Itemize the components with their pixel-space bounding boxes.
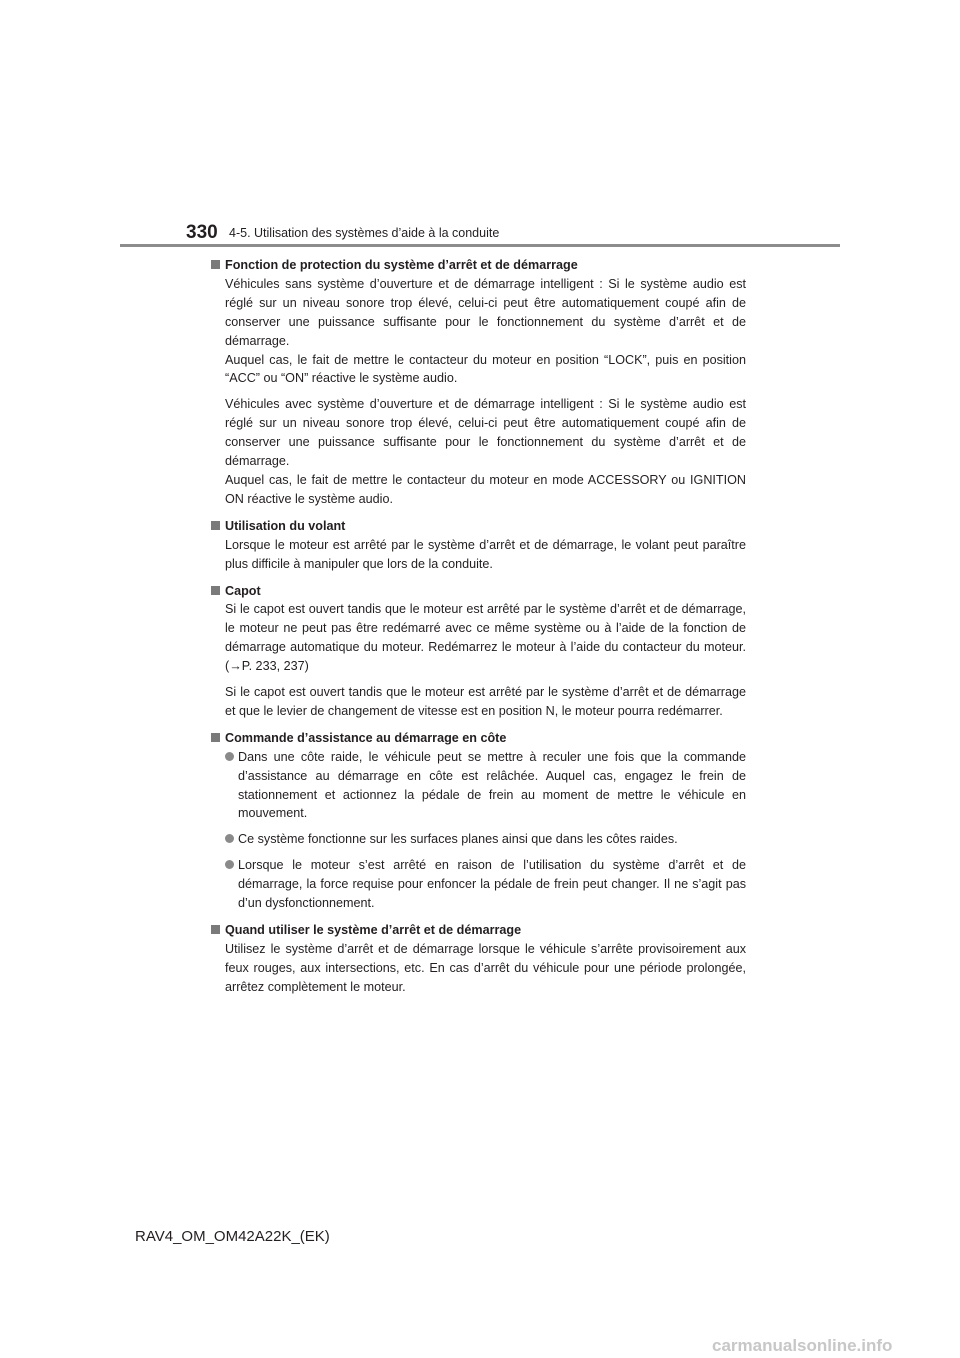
square-bullet-icon [211, 521, 220, 530]
paragraph: Véhicules sans système d’ouverture et de démarrage intelligent : Si le système audio est réglé sur un niveau sonore trop élevé, celui-ci peut être automatiquement coupé afin de conserver une puissance suffisante pour le fonctionnement du système d’arrêt et de démarrage. Auquel cas, le fait de mettre le contacteur du moteur en position “LOCK”, puis en position “ACC” ou “ON” réactive le système audio. [225, 276, 746, 386]
paragraph: Si le capot est ouvert tandis que le moteur est arrêté par le système d’arrêt et de démarrage, le moteur ne peut pas être redémarré avec ce même système ou à l’aide de la fonction de démarrage automatique du moteur. Redémarrez le moteur à l’aide du contacteur du moteur. (→P. 233, 237) [225, 602, 746, 674]
section-title: Commande d’assistance au démarrage en côte [211, 729, 746, 748]
section-utilisation-volant [211, 517, 746, 574]
section-assistance-cote [211, 729, 746, 913]
list-item: Dans une côte raide, le véhicule peut se mettre à reculer une fois que la commande d’assistance au démarrage en côte est relâchée. Auquel cas, engagez le frein de stationnement et actionnez la pédale de frein au moment de mettre le véhicule en mouvement. [225, 748, 746, 824]
document-code: RAV4_OM_OM42A22K_(EK) [135, 1228, 330, 1245]
round-bullet-icon [225, 752, 234, 761]
paragraph: Utilisez le système d’arrêt et de démarrage lorsque le véhicule s’arrête provisoirement aux feux rouges, aux intersections, etc. En cas d’arrêt du véhicule pour une période prolongée, arrêtez complètement le moteur. [225, 941, 746, 994]
page-content [211, 256, 746, 1005]
square-bullet-icon [211, 260, 220, 269]
section-capot [211, 582, 746, 721]
running-header: 4-5. Utilisation des systèmes d’aide à la conduite [229, 226, 500, 240]
watermark: carmanualsonline.info [712, 1336, 893, 1355]
section-title: Utilisation du volant [211, 517, 746, 536]
header-rule [120, 244, 840, 247]
page-number: 330 [186, 222, 218, 243]
paragraph: Véhicules avec système d’ouverture et de démarrage intelligent : Si le système audio est réglé sur un niveau sonore trop élevé, celui-ci peut être automatiquement coupé afin de conserver une puissance suffisante pour le fonctionnement du système d’arrêt et de démarrage. Auquel cas, le fait de mettre le contacteur du moteur en mode ACCESSORY ou IGNITION ON réactive le système audio. [225, 397, 746, 506]
section-fonction-protection [211, 256, 746, 509]
list-item: Lorsque le moteur s’est arrêté en raison de l’utilisation du système d’arrêt et de démarrage, la force requise pour enfoncer la pédale de frein peut changer. Il ne s’agit pas d’un dysfonctionnement. [225, 856, 746, 913]
square-bullet-icon [211, 733, 220, 742]
section-title: Quand utiliser le système d’arrêt et de démarrage [211, 921, 746, 940]
list-item: Ce système fonctionne sur les surfaces planes ainsi que dans les côtes raides. [225, 830, 746, 849]
square-bullet-icon [211, 925, 220, 934]
round-bullet-icon [225, 834, 234, 843]
paragraph: Si le capot est ouvert tandis que le moteur est arrêté par le système d’arrêt et de démarrage et que le levier de changement de vitesse est en position N, le moteur pourra redémarrer. [225, 685, 746, 718]
paragraph: Lorsque le moteur est arrêté par le système d’arrêt et de démarrage, le volant peut paraître plus difficile à manipuler que lors de la conduite. [225, 537, 746, 571]
round-bullet-icon [225, 860, 234, 869]
section-quand-utiliser [211, 921, 746, 997]
section-title: Capot [211, 582, 746, 601]
section-title: Fonction de protection du système d’arrêt et de démarrage [211, 256, 746, 275]
square-bullet-icon [211, 586, 220, 595]
